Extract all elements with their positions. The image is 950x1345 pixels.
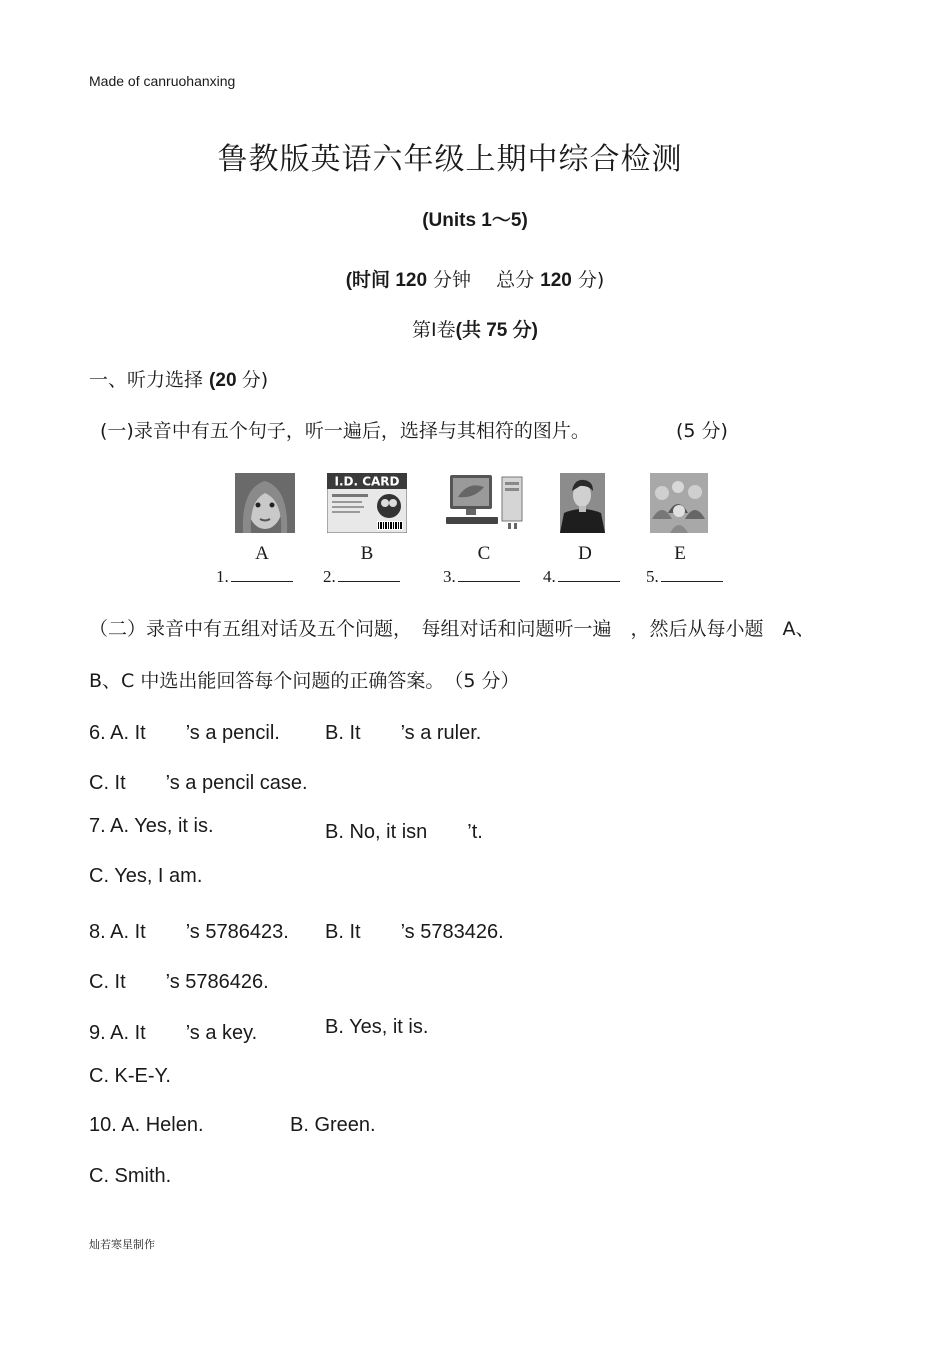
time-open: (时间: [345, 270, 396, 291]
picture-b-label: B: [360, 543, 374, 564]
picture-e-label: E: [674, 543, 686, 564]
question-number: 6.: [89, 722, 106, 744]
question-8-option-a: [89, 915, 289, 944]
question-9-option-c: C. K-E-Y.: [89, 1065, 171, 1087]
question-10-option-b: B. Green.: [290, 1114, 376, 1136]
score-unit: 分): [571, 269, 605, 291]
answer-blank-5[interactable]: [646, 567, 723, 587]
answer-blank-3[interactable]: [443, 567, 520, 587]
computer-icon: [444, 473, 524, 533]
question-7-option-c: C. Yes, I am.: [89, 865, 203, 887]
question-6-option-b: B. It ’s a ruler.: [325, 722, 482, 744]
question-9-option-b: B. Yes, it is.: [325, 1016, 429, 1038]
time-unit: 分钟 总分: [427, 269, 541, 291]
question-10-option-c: C. Smith.: [89, 1165, 172, 1187]
option-a: A. Helen.: [121, 1114, 204, 1136]
document-title: 鲁教版英语六年级上期中综合检测: [217, 142, 683, 177]
boy-photo-icon: [560, 473, 605, 533]
id-card-icon: [327, 473, 407, 533]
question-number: 8.: [89, 921, 106, 943]
time-num: 120: [395, 270, 428, 291]
question-number: 10.: [89, 1114, 117, 1136]
answer-blank-1[interactable]: [216, 567, 293, 587]
subsection-one-instruction: (一)录音中有五个句子，听一遍后，选择与其相符的图片。: [100, 420, 590, 442]
part-one-num: 75: [486, 320, 508, 341]
section-one-heading: [89, 365, 268, 392]
score-num: 120: [540, 270, 572, 291]
option-a: A. Yes, it is.: [110, 815, 214, 837]
blank-number: 5.: [646, 567, 659, 586]
section-one-open: (20: [209, 370, 242, 391]
page-footer: 灿若寒星制作: [89, 1238, 155, 1251]
blank-number: 4.: [543, 567, 556, 586]
blank-number: 1.: [216, 567, 229, 586]
option-a: A. It ’s 5786423.: [110, 921, 289, 943]
part-one-heading: [0, 315, 950, 342]
option-a: A. It ’s a key.: [110, 1022, 258, 1044]
question-6-option-a: [89, 716, 280, 745]
answer-blank-4[interactable]: [543, 567, 620, 587]
subsection-two-instruction-line2: B、C 中选出能回答每个问题的正确答案。 （5 分）: [89, 670, 520, 692]
question-7-option-a: [89, 815, 214, 838]
subsection-two-instruction-line1: （二）录音中有五组对话及五个问题， 每组对话和问题听一遍 ，然后从每小题 A、: [89, 618, 815, 640]
picture-d-label: D: [578, 543, 592, 564]
section-one-label: 一、听力选择: [89, 369, 210, 391]
girl-photo-icon: [235, 473, 295, 533]
subsection-one-score: (5 分): [676, 420, 728, 442]
question-8-option-b: B. It ’s 5783426.: [325, 921, 504, 943]
family-photo-icon: [650, 473, 708, 533]
blank-number: 3.: [443, 567, 456, 586]
page-header: Made of canruohanxing: [89, 73, 236, 89]
blank-number: 2.: [323, 567, 336, 586]
question-number: 7.: [89, 815, 106, 837]
question-6-option-c: C. It ’s a pencil case.: [89, 772, 308, 794]
question-8-option-c: C. It ’s 5786426.: [89, 971, 269, 993]
option-a: A. It ’s a pencil.: [110, 722, 280, 744]
question-10-option-a: [89, 1114, 204, 1137]
id-card-label: I.D. CARD: [334, 474, 400, 489]
units-subtitle: (Units 1～5): [422, 210, 528, 231]
answer-blank-2[interactable]: [323, 567, 400, 587]
picture-a-label: A: [255, 543, 269, 564]
part-one-open: (共: [455, 320, 487, 341]
question-9-option-a: [89, 1016, 257, 1045]
question-7-option-b: B. No, it isn ’t.: [325, 821, 483, 843]
time-score-line: [0, 265, 950, 292]
picture-c-label: C: [477, 543, 491, 564]
section-one-close: 分): [241, 369, 269, 391]
part-one-close: 分): [507, 320, 538, 341]
part-one-label: 第Ⅰ卷: [412, 319, 456, 341]
question-number: 9.: [89, 1022, 106, 1044]
